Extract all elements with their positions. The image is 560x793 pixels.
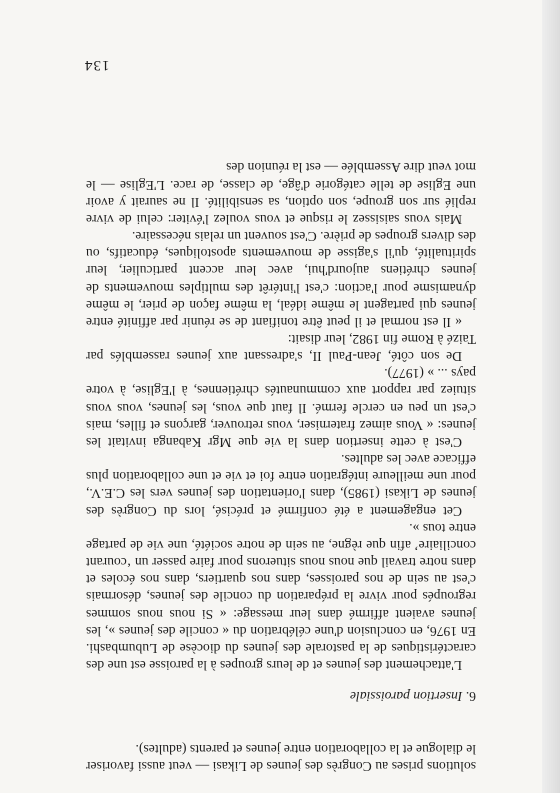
body-paragraph: C'est à cette insertion dans la vie que Mgr Kabanga invitait les jeunes: « Vous aimez fraterniser, vous retrouver, garçons et filles, mais c'est un peu en cercle fermé. Il faut que vous, les jeunes, vous vous situiez par rapport aux communautés chrétiennes, à l'Eglise, à votre pays ... » (1977). xyxy=(86,366,476,450)
body-text-block xyxy=(86,159,476,674)
body-paragraph: De son côté, Jean-Paul II, s'adressant aux jeunes rassemblés par Taizé à Rome fin 1982, leur disait: xyxy=(86,332,476,365)
section-heading-block xyxy=(86,688,476,705)
section-number: 6. xyxy=(465,689,476,704)
body-paragraph: L'attachement des jeunes et de leurs groupes à la paroisse est une des caractéristiques de la pastorale des jeunes du diocèse de Lubumbashi. En 1976, en conclusion d'une célébration du « concile des jeunes », les jeunes avaient affirmé dans leur message: « Si nous nous sommes regroupés pour vivre la préparation du concile des jeunes, désormais c'est au sein de nos paroisses, dans nos quartiers, dans nos écoles et dans notre travail que nous nous situerons pour faire passer un ‘courant conciliaire’ afin que règne, au sein de notre société, une vie de partage entre tous ». xyxy=(86,520,476,673)
quote-paragraph: « Il est normal et il peut être tonifiant de se réunir par affinité entre jeunes qui partagent le même idéal, la même façon de prier, le même dynamisme pour l'action: c'est l'intérêt des multiples mouvements de jeunes chrétiens aujourd'hui, avec leur accent particulier, leur spiritualité, qu'il s'agisse de mouvements apostoliques, éducatifs, ou des divers groupes de prière. C'est souvent un relais nécessaire. xyxy=(86,229,476,330)
quote-paragraph: Mais vous saisissez le risque et vous voulez l'éviter: celui de vivre replié sur son groupe, son option, sa sensibilité. Il ne saurait y avoir une Eglise de telle catégorie d'âge, de classe, de race. L'Eglise — le mot veut dire Assemblée — est la réunion des xyxy=(86,160,476,227)
continued-paragraph: solutions prises au Congrès des jeunes de Likasi — veut aussi favoriser le dialogue et la collaboration entre jeunes et parents (adultes). xyxy=(86,741,476,774)
section-title: Insertion paroissiale xyxy=(349,689,463,704)
page-number: 134 xyxy=(84,57,110,73)
body-paragraph: Cet engagement a été confirmé et précisé, lors du Congrès des jeunes de Likasi (1985), dans l'orientation des jeunes vers les C.E.V., pour une meilleure intégration entre foi et vie et une collaboration plus efficace avec les adultes. xyxy=(86,452,476,519)
section-heading xyxy=(86,688,476,705)
top-paragraph-block xyxy=(86,741,476,775)
